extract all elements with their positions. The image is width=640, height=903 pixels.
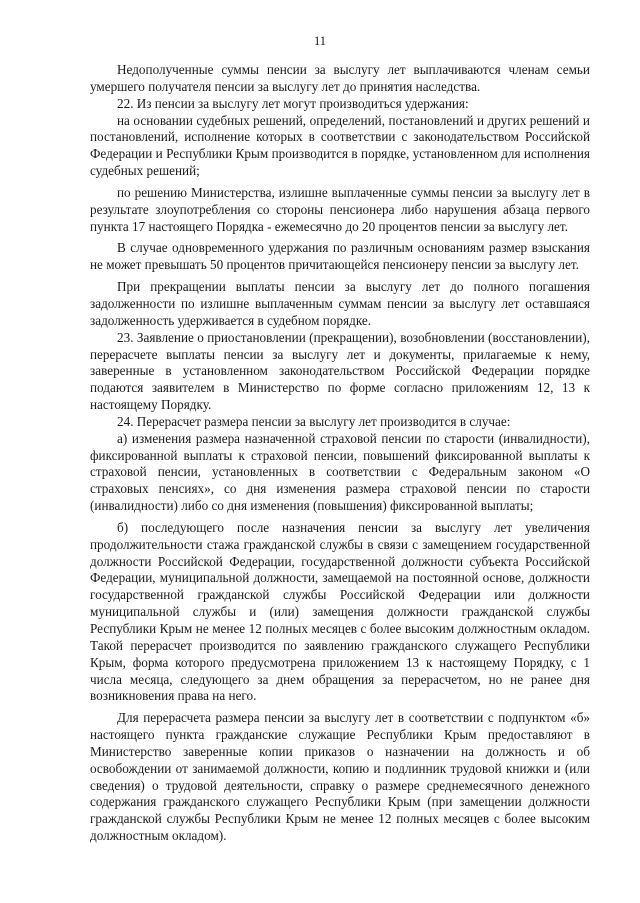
paragraph-24-recalculation: 24. Перерасчет размера пенсии за выслугу лет производится в случае:	[117, 413, 511, 429]
document-body	[90, 62, 590, 845]
paragraph-24-b: б) последующего после назначения пенсии за выслугу лет увеличения продолжительности стажа гражданской службы в связи с замещением государственной должности Российской Федерации, государственной должности субъекта Российской Федерации, муниципальной должности, замещаемой на постоянной основе, должности государственной гражданской службы Российской Федерации или должности муниципальной службы и (или) замещения должности гражданской службы Республики Крым не менее 12 полных месяцев с более высоким должностным окладом. Такой перерасчет производится по заявлению гражданского служащего Республики Крым, форма которого предусмотрена приложением 13 к настоящему Порядку, с 1 числа месяца, следующего за днем обращения за перерасчетом, но не ранее дня возникновения права на него.	[90, 519, 590, 704]
paragraph-court-decisions: на основании судебных решений, определений, постановлений и других решений и постановлений, исполнение которых в соответствии с законодательством Российской Федерации и Республики Крым производится в порядке, установленном для исполнения судебных решений;	[90, 112, 590, 179]
paragraph-simultaneous-deduction: В случае одновременного удержания по различным основаниям размер взыскания не может превышать 50 процентов причитающейся пенсионеру пенсии за выслугу лет.	[90, 240, 590, 273]
paragraph-22-deductions: 22. Из пенсии за выслугу лет могут производиться удержания:	[117, 95, 469, 111]
paragraph-23-application: 23. Заявление о приостановлении (прекращении), возобновлении (восстановлении), перерасчете выплаты пенсии за выслугу лет и документы, прилагаемые к нему, заверенные в установленном законодательством Российской Федерации порядке подаются заявителем в Министерство по форме согласно приложениям 12, 13 к настоящему Порядку.	[90, 329, 590, 413]
paragraph-unpaid-pension: Недополученные суммы пенсии за выслугу лет выплачиваются членам семьи умершего получателя пенсии за выслугу лет до принятия наследства.	[90, 62, 590, 94]
paragraph-ministry-decision: по решению Министерства, излишне выплаченные суммы пенсии за выслугу лет в результате злоупотребления со стороны пенсионера либо нарушения абзаца первого пункта 17 настоящего Порядка - ежемесячно до 20 процентов пенсии за выслугу лет.	[90, 184, 590, 234]
paragraph-24-a: а) изменения размера назначенной страховой пенсии по старости (инвалидности), фиксированной выплаты к страховой пенсии, повышений фиксированной выплаты к страховой пенсии, установленных в соответствии с Федеральным законом «О страховых пенсиях», со дня изменения размера страховой пенсии по старости (инвалидности) либо со дня изменения (повышения) фиксированной выплаты;	[90, 430, 590, 514]
page-number: 11	[313, 34, 327, 48]
paragraph-recalculation-documents: Для перерасчета размера пенсии за выслугу лет в соответствии с подпунктом «б» настоящего пункта гражданские служащие Республики Крым предоставляют в Министерство заверенные копии приказов о назначении на должность и об освобождении от занимаемой должности, копию и подлинник трудовой книжки и (или сведения) о трудовой деятельности, справку о размере среднемесячного денежного содержания гражданского служащего Республики Крым (при замещении должности гражданской службы Республики Крым не менее 12 полных месяцев с более высоким должностным окладом).	[90, 710, 590, 844]
paragraph-termination-debt: При прекращении выплаты пенсии за выслугу лет до полного погашения задолженности по излишне выплаченным суммам пенсии за выслугу лет оставшаяся задолженность удерживается в судебном порядке.	[90, 279, 590, 328]
